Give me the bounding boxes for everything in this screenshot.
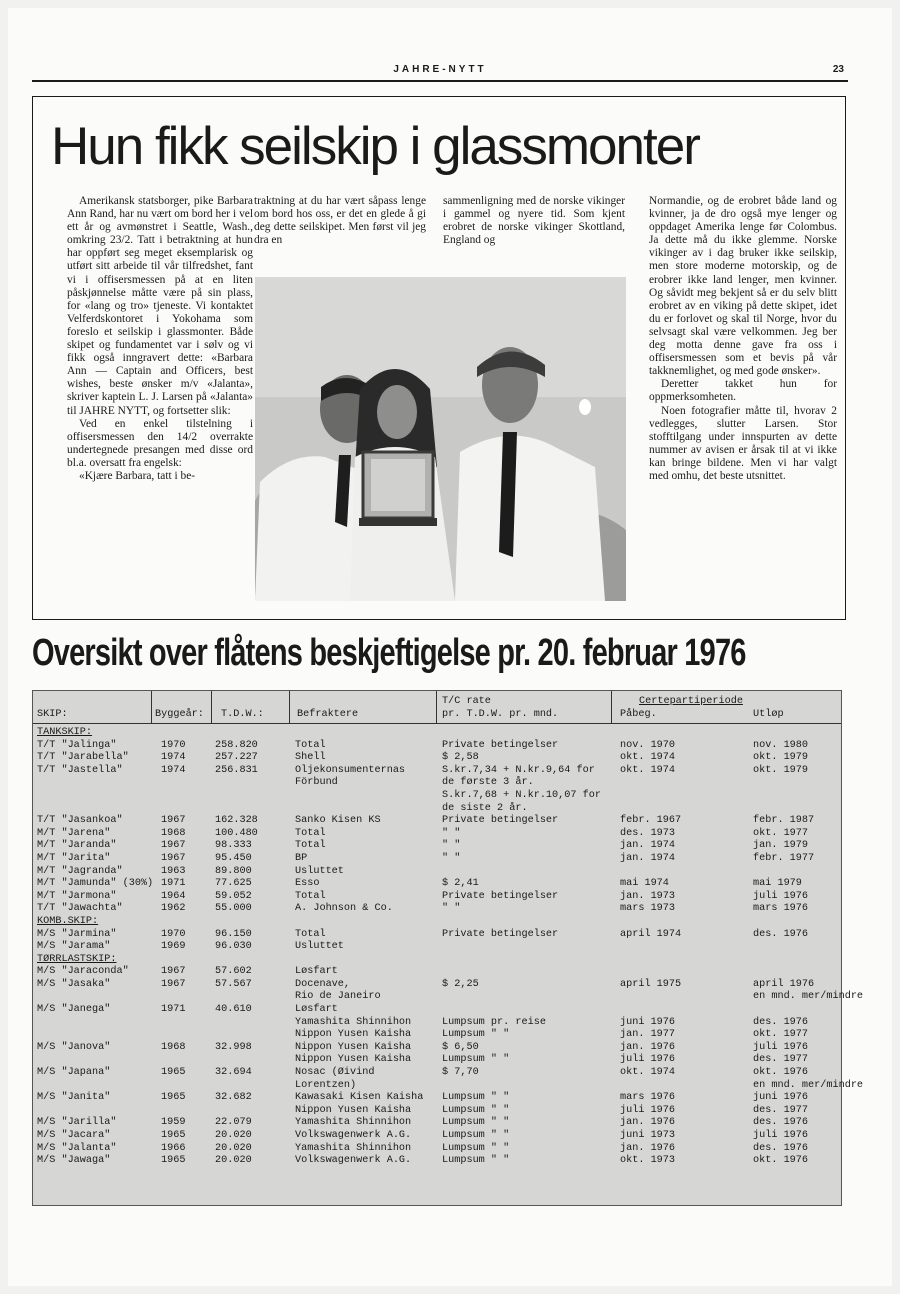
cell-tc-rate: " " — [442, 903, 461, 915]
cell-tdw: 20.020 — [215, 1155, 252, 1167]
cell-tc-rate: Lumpsum " " — [442, 1104, 510, 1116]
cell-skip: M/S "Jaraconda" — [37, 966, 129, 978]
cell-bygg: 1967 — [161, 966, 186, 978]
cell-pabeg: nov. 1970 — [620, 739, 676, 751]
cell-utlop: okt. 1977 — [753, 1029, 809, 1041]
cell-skip: M/S "Janita" — [37, 1092, 111, 1104]
paragraph: traktning at du har vært såpass lenge om bord hos oss, er det en glede å gi deg dette seilskipet. Men først vil jeg dra en — [254, 195, 426, 247]
col-skip: SKIP: — [37, 709, 68, 720]
cell-pabeg: juni 1973 — [620, 1130, 676, 1141]
cell-utlop: des. 1976 — [753, 1142, 809, 1154]
table-row — [33, 1054, 841, 1067]
cell-tdw: 77.625 — [215, 878, 252, 890]
cell-pabeg: april 1974 — [620, 928, 682, 940]
section-label: TØRRLASTSKIP: — [37, 953, 117, 965]
photo-illustration — [255, 277, 626, 601]
article-column-2 — [254, 195, 426, 247]
paragraph: Noen fotografier måtte til, hvorav 2 vedlegges, slutter Larsen. Stor stofftilgang under innspurten av dette nummer av avisen er årsak til at vi ikke kan bringe bildene. Men vi har valgt med omhu, det beste utsnittet. — [649, 404, 837, 482]
paragraph: Normandie, og de erobret både land og kvinner, ja de dro også mye lenger og oppdaget Amerika lenge før Colombus. Ja dette må du ikke glemme. Norske vikinger av i dag bruker ikke seilskip, men store moderne motorskip, og de erobrer ikke land lenger, men kvinner. Og såvidt meg bekjent så er du selv blitt erobret av en viking på dette skipet, idet du er forlovet og skal til Norge, hvor du selvsagt skal være velkommen. Jeg ber deg motta denne gave fra oss i offisersmessen som et bevis på vår takknemlighet, og med gode ønsker». — [649, 195, 837, 378]
cell-tc-rate: $ 2,41 — [442, 878, 479, 890]
cell-tc-rate: Lumpsum " " — [442, 1054, 510, 1066]
article-column-4 — [649, 195, 837, 483]
cell-pabeg: juli 1976 — [620, 1054, 676, 1066]
paragraph: sammenligning med de norske vikinger i gammel og nyere tid. Som kjent erobret de norske vikinger Skottland, England og — [443, 195, 625, 247]
cell-bygg: 1965 — [161, 1155, 186, 1167]
cell-utlop: mai 1979 — [753, 878, 802, 890]
cell-pabeg: juli 1976 — [620, 1104, 676, 1116]
cell-pabeg: jan. 1974 — [620, 840, 676, 852]
cell-tc-rate: Lumpsum " " — [442, 1142, 510, 1154]
cell-bygg: 1971 — [161, 1004, 186, 1016]
table-row — [33, 1042, 841, 1055]
cell-befrakter: Usluttet — [295, 941, 344, 953]
cell-skip: M/S "Janega" — [37, 1004, 111, 1016]
cell-pabeg: febr. 1967 — [620, 815, 682, 827]
cell-bygg: 1968 — [161, 827, 186, 839]
cell-tdw: 98.333 — [215, 840, 252, 852]
cell-utlop: okt. 1979 — [753, 764, 809, 776]
cell-befrakter: Esso — [295, 878, 320, 890]
cell-befrakter: Docenave, — [295, 978, 351, 990]
table-row — [33, 966, 841, 979]
cell-bygg: 1963 — [161, 865, 186, 877]
cell-bygg: 1965 — [161, 1130, 186, 1141]
paragraph: Amerikansk statsborger, pike Barbara Ann Rand, har nu vært om bord her i vel ett år og avmønstret i Seattle, Wash., omkring 23/2. Tatt i betraktning at hun har oppført seg meget eksemplarisk og utført sitt arbeide til vår tilfredshet, fant vi i offisersmessen på at en liten påskjønnelse måtte være på sin plass, for «lang og tro» tjeneste. Vi kontaktet Velferdskontoret i Yokohama som foreslo et seilskip i glassmonter. Både skipet og fundamentet var i sølv og vi fikk også inngravert dette: «Barbara Ann — Captain and Officers, best wishes, beste ønsker m/v «Jalanta», skriver kaptein L. J. Larsen på «Jalanta» til JAHRE NYTT, og fortsetter slik: — [67, 195, 253, 417]
cell-befrakter: Total — [295, 739, 326, 751]
col-tdw: T.D.W.: — [221, 709, 264, 720]
cell-utlop: mars 1976 — [753, 903, 809, 915]
cell-befrakter: Yamashita Shinnihon — [295, 1016, 412, 1028]
cell-utlop: juni 1976 — [753, 1092, 809, 1104]
cell-pabeg: okt. 1974 — [620, 764, 676, 776]
section-label: TANKSKIP: — [37, 727, 93, 738]
cell-befrakter: A. Johnson & Co. — [295, 903, 393, 915]
table-row — [33, 1017, 841, 1030]
cell-tc-rate: $ 2,58 — [442, 752, 479, 764]
table-row — [33, 1155, 841, 1168]
cell-utlop: en mnd. mer/mindre — [753, 1079, 864, 1091]
cell-tdw: 40.610 — [215, 1004, 252, 1016]
cell-pabeg: mars 1976 — [620, 1092, 676, 1104]
cell-skip: M/S "Janova" — [37, 1041, 111, 1053]
cell-bygg: 1967 — [161, 852, 186, 864]
cell-skip: T/T "Jasankoa" — [37, 815, 123, 827]
cell-pabeg: jan. 1977 — [620, 1029, 676, 1041]
table-row — [33, 903, 841, 916]
cell-befrakter: Løsfart — [295, 1004, 338, 1016]
cell-skip: M/T "Jarmona" — [37, 890, 117, 902]
cell-tc-rate: Lumpsum " " — [442, 1029, 510, 1041]
cell-befrakter: Rio de Janeiro — [295, 991, 381, 1003]
cell-skip: T/T "Jarabella" — [37, 752, 129, 764]
col-bygg: Byggeår: — [155, 709, 204, 720]
cell-bygg: 1964 — [161, 890, 186, 902]
cell-tc-rate: $ 2,25 — [442, 978, 479, 990]
cell-tdw: 22.079 — [215, 1117, 252, 1129]
cell-befrakter: BP — [295, 852, 308, 864]
cell-befrakter: Yamashita Shinnihon — [295, 1117, 412, 1129]
cell-befrakter: Total — [295, 890, 326, 902]
cell-utlop: april 1976 — [753, 978, 815, 990]
paragraph: «Kjære Barbara, tatt i be- — [79, 469, 196, 482]
cell-bygg: 1974 — [161, 752, 186, 764]
cell-pabeg: mars 1973 — [620, 903, 676, 915]
cell-tc-rate: " " — [442, 827, 461, 839]
cell-bygg: 1974 — [161, 764, 186, 776]
magazine-name: JAHRE-NYTT — [393, 64, 487, 75]
header-divider — [611, 691, 612, 723]
cell-tc-rate: de siste 2 år. — [442, 802, 528, 814]
cell-befrakter: Løsfart — [295, 966, 338, 978]
cell-tdw: 57.567 — [215, 978, 252, 990]
table-body — [33, 727, 864, 1168]
cell-tc-rate: Lumpsum " " — [442, 1155, 510, 1167]
cell-tc-rate: S.kr.7,68 + N.kr.10,07 for — [442, 789, 601, 801]
cell-tdw: 162.328 — [215, 815, 258, 827]
col-cp-periode: Certepartiperiode — [639, 696, 743, 707]
cell-tc-rate: Lumpsum " " — [442, 1092, 510, 1104]
section-label: KOMB.SKIP: — [37, 915, 99, 927]
cell-pabeg: jan. 1973 — [620, 890, 676, 902]
table-row — [33, 740, 841, 753]
cell-tc-rate: Private betingelser — [442, 890, 559, 902]
article-headline: Hun fikk seilskip i glassmonter — [51, 117, 699, 176]
cell-utlop: febr. 1987 — [753, 815, 815, 827]
table-row — [33, 1004, 841, 1017]
section-row — [33, 727, 841, 740]
section-row — [33, 954, 841, 967]
table-header — [33, 691, 841, 724]
cell-skip: T/T "Jastella" — [37, 764, 123, 776]
cell-bygg: 1965 — [161, 1067, 186, 1079]
cell-befrakter: Sanko Kisen KS — [295, 815, 381, 827]
cell-befrakter: Lorentzen) — [295, 1079, 357, 1091]
cell-tdw: 20.020 — [215, 1130, 252, 1141]
article-photo — [255, 277, 626, 601]
cell-befrakter: Nosac (Øivind — [295, 1067, 375, 1079]
cell-skip: M/S "Jarmina" — [37, 928, 117, 940]
cell-befrakter: Yamashita Shinnihon — [295, 1142, 412, 1154]
cell-befrakter: Total — [295, 827, 326, 839]
cell-pabeg: des. 1973 — [620, 827, 676, 839]
table-row — [33, 1105, 841, 1118]
cell-utlop: okt. 1976 — [753, 1155, 809, 1167]
cell-tc-rate: Private betingelser — [442, 739, 559, 751]
cell-tc-rate: " " — [442, 840, 461, 852]
cell-befrakter: Shell — [295, 752, 326, 764]
cell-tc-rate: Lumpsum " " — [442, 1117, 510, 1129]
article-box — [32, 96, 846, 620]
cell-skip: M/S "Jarama" — [37, 941, 111, 953]
cell-bygg: 1968 — [161, 1041, 186, 1053]
table-row — [33, 828, 841, 841]
cell-skip: M/S "Japana" — [37, 1067, 111, 1079]
cell-tdw: 96.150 — [215, 928, 252, 940]
cell-tc-rate: Lumpsum pr. reise — [442, 1016, 546, 1028]
cell-pabeg: okt. 1974 — [620, 752, 676, 764]
overview-title: Oversikt over flåtens beskjeftigelse pr. 20. februar 1976 — [32, 632, 746, 675]
section-row — [33, 916, 841, 929]
cell-utlop: en mnd. mer/mindre — [753, 991, 864, 1003]
cell-tdw: 55.000 — [215, 903, 252, 915]
table-row — [33, 941, 841, 954]
table-row — [33, 878, 841, 891]
cell-befrakter: Volkswagenwerk A.G. — [295, 1155, 412, 1167]
cell-bygg: 1970 — [161, 928, 186, 940]
cell-skip: M/T "Jaranda" — [37, 840, 117, 852]
paragraph: Ved en enkel tilstelning i offisersmessen den 14/2 overrakte undertegnede presangen med disse ord bl.a. oversatt fra engelsk: — [67, 417, 253, 469]
cell-tdw: 32.998 — [215, 1041, 252, 1053]
cell-tc-rate: $ 6,50 — [442, 1041, 479, 1053]
col-befraktere: Befraktere — [297, 709, 359, 720]
cell-tdw: 100.480 — [215, 827, 258, 839]
paragraph: Deretter takket hun for oppmerksomheten. — [649, 378, 837, 404]
cell-bygg: 1969 — [161, 941, 186, 953]
cell-befrakter: Nippon Yusen Kaisha — [295, 1104, 412, 1116]
cell-skip: M/S "Jawaga" — [37, 1155, 111, 1167]
cell-tc-rate: Private betingelser — [442, 815, 559, 827]
cell-befrakter: Volkswagenwerk A.G. — [295, 1130, 412, 1141]
cell-befrakter: Förbund — [295, 777, 338, 789]
cell-befrakter: Oljekonsumenternas — [295, 764, 406, 776]
article-column-1 — [67, 195, 253, 483]
cell-utlop: okt. 1979 — [753, 752, 809, 764]
table-row — [33, 866, 841, 879]
cell-utlop: okt. 1976 — [753, 1067, 809, 1079]
col-pabeg: Påbeg. — [620, 709, 657, 720]
header-divider — [151, 691, 152, 723]
cell-tc-rate: Private betingelser — [442, 928, 559, 940]
cell-bygg: 1971 — [161, 878, 186, 890]
cell-skip: M/S "Jacara" — [37, 1130, 111, 1141]
table-row — [33, 979, 841, 992]
cell-pabeg: okt. 1974 — [620, 1067, 676, 1079]
table-row — [33, 815, 841, 828]
cell-tdw: 258.820 — [215, 739, 258, 751]
cell-utlop: des. 1976 — [753, 1117, 809, 1129]
col-tc-sub: pr. T.D.W. pr. mnd. — [442, 709, 559, 720]
cell-tdw: 256.831 — [215, 764, 258, 776]
cell-tdw: 59.052 — [215, 890, 252, 902]
cell-befrakter: Nippon Yusen Kaisha — [295, 1029, 412, 1041]
cell-utlop: okt. 1977 — [753, 827, 809, 839]
cell-skip: M/T "Jamunda" (30%) — [37, 878, 154, 890]
cell-pabeg: okt. 1973 — [620, 1155, 676, 1167]
cell-tdw: 257.227 — [215, 752, 258, 764]
cell-bygg: 1965 — [161, 1092, 186, 1104]
table-row — [33, 853, 841, 866]
table-row — [33, 991, 864, 1004]
cell-pabeg: jan. 1976 — [620, 1117, 676, 1129]
cell-skip: M/S "Jasaka" — [37, 978, 111, 990]
col-utlop: Utløp — [753, 709, 784, 720]
cell-befrakter: Nippon Yusen Kaisha — [295, 1054, 412, 1066]
header-divider — [289, 691, 290, 723]
table-row — [33, 777, 841, 790]
cell-bygg: 1959 — [161, 1117, 186, 1129]
cell-tc-rate: " " — [442, 852, 461, 864]
cell-bygg: 1966 — [161, 1142, 186, 1154]
cell-utlop: jan. 1979 — [753, 840, 809, 852]
cell-bygg: 1967 — [161, 978, 186, 990]
header-divider — [211, 691, 212, 723]
cell-skip: T/T "Jalinga" — [37, 739, 117, 751]
cell-tc-rate: de første 3 år. — [442, 777, 534, 789]
cell-tdw: 96.030 — [215, 941, 252, 953]
cell-pabeg: mai 1974 — [620, 878, 669, 890]
article-column-3 — [443, 195, 625, 247]
cell-pabeg: juni 1976 — [620, 1016, 676, 1028]
cell-tdw: 89.800 — [215, 865, 252, 877]
table-row — [33, 803, 841, 816]
cell-bygg: 1967 — [161, 815, 186, 827]
cell-befrakter: Total — [295, 928, 326, 940]
cell-pabeg: jan. 1974 — [620, 852, 676, 864]
table-row — [33, 929, 841, 942]
cell-utlop: juli 1976 — [753, 1041, 809, 1053]
cell-tdw: 32.694 — [215, 1067, 252, 1079]
cell-pabeg: april 1975 — [620, 978, 682, 990]
cell-tc-rate: $ 7,70 — [442, 1067, 479, 1079]
page-number: 23 — [832, 64, 844, 75]
cell-pabeg: jan. 1976 — [620, 1142, 676, 1154]
table-row — [33, 790, 841, 803]
cell-utlop: des. 1976 — [753, 928, 809, 940]
cell-utlop: febr. 1977 — [753, 852, 815, 864]
table-row — [33, 891, 841, 904]
table-row — [33, 1067, 841, 1080]
cell-skip: M/T "Jarita" — [37, 852, 111, 864]
table-row — [33, 1029, 841, 1042]
cell-utlop: juli 1976 — [753, 890, 809, 902]
header-divider — [436, 691, 437, 723]
col-tc-rate: T/C rate — [442, 696, 491, 707]
table-row — [33, 1130, 841, 1143]
cell-utlop: des. 1977 — [753, 1104, 809, 1116]
cell-skip: M/S "Jalanta" — [37, 1142, 117, 1154]
cell-skip: T/T "Jawachta" — [37, 903, 123, 915]
cell-skip: M/T "Jagranda" — [37, 865, 123, 877]
table-row — [33, 1143, 841, 1156]
cell-tdw: 32.682 — [215, 1092, 252, 1104]
table-row — [33, 1079, 864, 1093]
cell-pabeg: jan. 1976 — [620, 1041, 676, 1053]
table-row — [33, 1092, 841, 1105]
cell-utlop: des. 1977 — [753, 1054, 809, 1066]
running-header — [32, 62, 848, 82]
cell-tc-rate: Lumpsum " " — [442, 1130, 510, 1141]
table-row — [33, 752, 841, 765]
cell-skip: M/S "Jarilla" — [37, 1117, 117, 1129]
cell-befrakter: Kawasaki Kisen Kaisha — [295, 1092, 424, 1104]
fleet-table — [32, 690, 864, 1206]
cell-utlop: nov. 1980 — [753, 739, 809, 751]
cell-bygg: 1967 — [161, 840, 186, 852]
cell-tc-rate: S.kr.7,34 + N.kr.9,64 for — [442, 764, 595, 776]
cell-tdw: 20.020 — [215, 1142, 252, 1154]
table-row — [33, 840, 841, 853]
table-row — [33, 1117, 841, 1130]
cell-bygg: 1970 — [161, 739, 186, 751]
cell-skip: M/T "Jarena" — [37, 827, 111, 839]
cell-utlop: des. 1976 — [753, 1016, 809, 1028]
cell-bygg: 1962 — [161, 903, 186, 915]
cell-tdw: 57.602 — [215, 966, 252, 978]
cell-befrakter: Nippon Yusen Kaisha — [295, 1041, 412, 1053]
cell-tdw: 95.450 — [215, 852, 252, 864]
table-row — [33, 765, 841, 778]
cell-utlop: juli 1976 — [753, 1130, 809, 1141]
cell-befrakter: Usluttet — [295, 865, 344, 877]
cell-befrakter: Total — [295, 840, 326, 852]
